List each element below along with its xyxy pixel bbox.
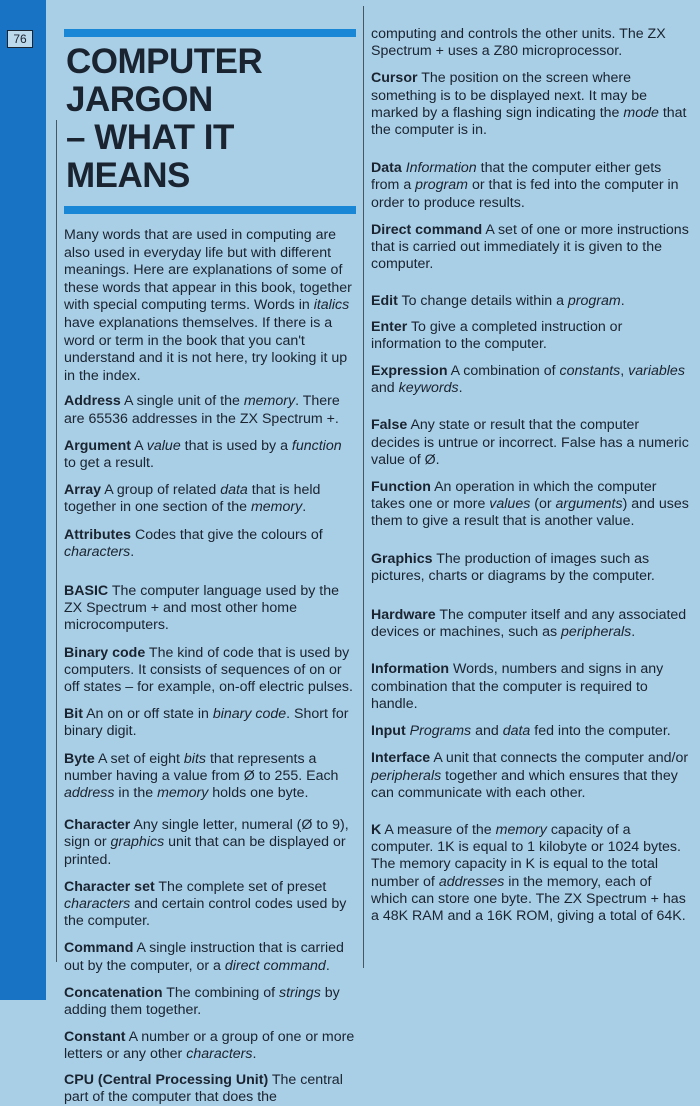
glossary-term: Expression — [371, 363, 448, 380]
glossary-definition: Any state or result that the computer decides is untrue or incorrect. False has a numeric value of Ø. — [371, 417, 689, 468]
glossary-entry-argument — [64, 438, 356, 472]
glossary-entry-concatenation — [64, 985, 356, 1019]
cross-reference: value — [146, 437, 181, 454]
glossary-entry-cursor — [371, 70, 689, 139]
glossary-entry-graphics — [371, 551, 689, 585]
cross-reference: bits — [183, 750, 206, 767]
glossary-term: Character — [64, 817, 131, 834]
glossary-term: Array — [64, 482, 102, 499]
glossary-term: Attributes — [64, 526, 131, 543]
cross-reference: memory — [250, 499, 303, 516]
glossary-definition: Information that the computer either gets from a program or that is fed into the computer in order to produce results. — [371, 160, 679, 211]
right-column — [371, 0, 689, 925]
glossary-entry-direct-command — [371, 222, 689, 274]
cross-reference: Programs — [409, 723, 472, 740]
cross-reference: characters — [186, 1046, 253, 1063]
glossary-definition: A number or a group of one or more letters or any other characters. — [64, 1029, 355, 1063]
cross-reference: memory — [157, 785, 209, 801]
glossary-definition: The complete set of preset characters and certain control codes used by the computer. — [64, 878, 347, 930]
glossary-term: Cursor — [371, 70, 418, 87]
cross-reference: binary code — [212, 706, 287, 723]
cross-reference: data — [502, 723, 531, 740]
cross-reference: graphics — [110, 834, 165, 851]
left-column — [64, 0, 356, 1106]
glossary-term: Binary code — [64, 644, 146, 661]
glossary-term: Hardware — [371, 607, 436, 624]
glossary-definition: A group of related data that is held together in one section of the memory. — [64, 482, 321, 516]
cross-reference: mode — [623, 104, 659, 121]
glossary-term: CPU (Central Processing Unit) — [64, 1071, 269, 1088]
glossary-term: Graphics — [371, 550, 433, 567]
glossary-term: Information — [371, 661, 450, 678]
cross-reference: arguments — [555, 496, 623, 513]
glossary-entry-command — [64, 940, 356, 974]
glossary-entry-array — [64, 482, 356, 516]
glossary-term: Edit — [371, 293, 398, 310]
cross-reference: function — [291, 437, 342, 454]
cross-reference: characters — [64, 896, 131, 913]
glossary-entry-byte — [64, 751, 356, 803]
glossary-term: Input — [371, 723, 406, 740]
glossary-entry-attributes — [64, 527, 356, 561]
page-number: 76 — [7, 30, 33, 48]
glossary-term: Enter — [371, 318, 408, 335]
title-top-bar — [64, 29, 356, 37]
cross-reference: direct command — [224, 957, 326, 974]
glossary-term: Bit — [64, 706, 83, 723]
cross-reference: addresses — [438, 873, 505, 890]
glossary-term: Concatenation — [64, 984, 163, 1001]
glossary-definition: A set of one or more instructions that is carried out immediately it is given to the computer. — [371, 221, 689, 273]
glossary-definition: To change details within a program. — [401, 293, 625, 310]
glossary-term: False — [371, 417, 408, 434]
intro-paragraph: Many words that are used in computing are also used in everyday life but with different meanings. Here are explanations of some of these words that appear in this book, together with special computing terms. Words in italics have explanations themselves. If there is a word or term in the book that you can't understand and it is not here, try looking it up in the index. — [64, 227, 352, 384]
cross-reference: peripherals — [371, 767, 442, 784]
cross-reference: constants — [559, 363, 621, 380]
glossary-definition: The combining of strings by adding them together. — [64, 984, 340, 1019]
cross-reference: characters — [64, 543, 131, 560]
glossary-term: Argument — [64, 437, 131, 454]
glossary-definition: The position on the screen where something is to be displayed next. It may be marked by a flashing sign indicating the mode that the computer is in. — [371, 70, 687, 139]
title-line-1: COMPUTER JARGON — [66, 42, 263, 119]
glossary-definition: computing and controls the other units. The ZX Spectrum + uses a Z80 microprocessor. — [371, 26, 666, 60]
glossary-definition: An on or off state in binary code. Short for binary digit. — [64, 706, 349, 740]
glossary-definition: Programs and data fed into the computer. — [409, 723, 671, 740]
title-line-2: – WHAT IT MEANS — [66, 118, 234, 195]
glossary-definition: Any single letter, numeral (Ø to 9), sign or graphics unit that can be displayed or printed. — [64, 817, 349, 868]
page-title — [64, 43, 356, 195]
glossary-definition: To give a completed instruction or information to the computer. — [371, 318, 623, 352]
glossary-entry-interface — [371, 750, 689, 802]
glossary-definition: The computer language used by the ZX Spectrum + and most other home microcomputers. — [64, 582, 339, 634]
glossary-definition: A single instruction that is carried out by the computer, or a direct command. — [64, 940, 344, 974]
glossary-entry-cpu — [64, 1072, 356, 1106]
cross-reference: program — [567, 293, 621, 310]
glossary-entry-edit — [371, 293, 689, 310]
glossary-term: Interface — [371, 750, 431, 767]
glossary-definition: A combination of constants, variables and keywords. — [371, 363, 685, 397]
glossary-term: Data — [371, 160, 402, 177]
title-bottom-bar — [64, 206, 356, 214]
glossary-term: K — [371, 821, 382, 838]
glossary-term: Address — [64, 393, 121, 410]
cross-reference: memory — [243, 393, 296, 410]
glossary-definition: A measure of the memory capacity of a computer. 1K is equal to 1 kilobyte or 1024 bytes. The memory capacity in K is equal to the total number of addresses in the memory, each of which can store one byte. The ZX Spectrum + has a 48K RAM and a 16K ROM, giving a total of 64K. — [371, 821, 686, 924]
glossary-entry-bit — [64, 706, 356, 740]
page-spine — [0, 0, 46, 1000]
cross-reference: strings — [279, 984, 321, 1001]
glossary-term: Constant — [64, 1029, 126, 1046]
cross-reference: address — [64, 785, 115, 801]
glossary-entry-address — [64, 393, 356, 427]
glossary-entry-enter — [371, 319, 689, 353]
glossary-term: Command — [64, 940, 134, 957]
glossary-definition: The computer itself and any associated devices or machines, such as peripherals. — [371, 607, 687, 641]
glossary-entry-expression — [371, 363, 689, 397]
glossary-definition: The kind of code that is used by computers. It consists of sequences of on or off states – for example, on-off electric pulses. — [64, 644, 353, 695]
glossary-term: Byte — [64, 750, 95, 767]
glossary-entry-binary-code — [64, 645, 356, 697]
cross-reference: Information — [405, 160, 477, 177]
glossary-entry-function — [371, 479, 689, 531]
glossary-entry-data — [371, 160, 689, 212]
cross-reference: keywords — [398, 380, 459, 397]
glossary-definition: A value that is used by a function to get a result. — [64, 437, 342, 471]
cross-reference: memory — [495, 821, 547, 838]
glossary-entry-information — [371, 661, 689, 713]
left-margin-rule — [56, 120, 57, 962]
cross-reference: variables — [628, 363, 685, 380]
glossary-entry-false — [371, 417, 689, 469]
glossary-entry-input — [371, 723, 689, 740]
glossary-definition: A single unit of the memory. There are 65536 addresses in the ZX Spectrum +. — [64, 393, 340, 427]
glossary-definition: A unit that connects the computer and/or peripherals together and which ensures that they can communicate with each other. — [371, 750, 689, 801]
glossary-definition: A set of eight bits that represents a number having a value from Ø to 255. Each address in the memory holds one byte. — [64, 750, 339, 801]
glossary-entry-character-set — [64, 879, 356, 931]
glossary-entry-cpu-continued — [371, 26, 689, 60]
glossary-definition: The central part of the computer that does the — [64, 1071, 343, 1105]
cross-reference: italics — [313, 297, 350, 314]
glossary-entry-hardware — [371, 607, 689, 641]
glossary-definition: An operation in which the computer takes one or more values (or arguments) and uses them to give a result that is another value. — [371, 479, 689, 530]
cross-reference: program — [415, 177, 468, 194]
cross-reference: peripherals — [561, 624, 632, 641]
glossary-entry-basic — [64, 583, 356, 635]
glossary-entry-constant — [64, 1029, 356, 1063]
glossary-definition: The production of images such as pictures, charts or diagrams by the computer. — [371, 550, 655, 584]
glossary-term: BASIC — [64, 582, 109, 599]
glossary-entry-k — [371, 822, 689, 925]
glossary-definition: Words, numbers and signs in any combination that the computer is required to handle. — [371, 661, 664, 712]
glossary-term: Function — [371, 479, 431, 496]
cross-reference: data — [220, 482, 248, 499]
glossary-term: Character set — [64, 878, 155, 895]
cross-reference: values — [489, 496, 531, 513]
column-divider — [363, 6, 364, 968]
glossary-entry-character — [64, 817, 356, 869]
glossary-term: Direct command — [371, 221, 483, 238]
glossary-definition: Codes that give the colours of characters. — [64, 526, 323, 560]
